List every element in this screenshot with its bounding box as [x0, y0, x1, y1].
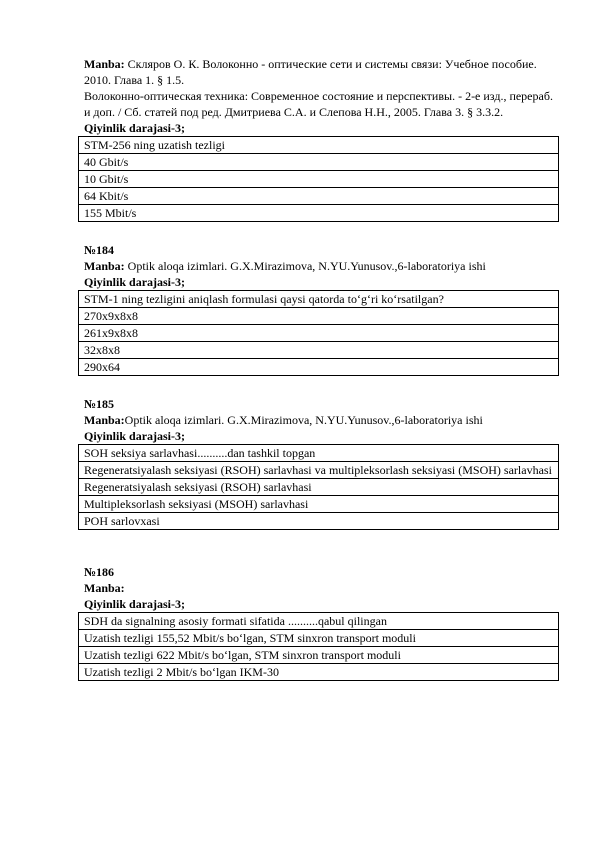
answer-cell: POH sarlovxasi: [79, 513, 559, 530]
difficulty-label: Qiyinlik darajasi-3;: [84, 597, 186, 611]
question-table-2: [78, 290, 559, 376]
answer-cell: 40 Gbit/s: [79, 154, 559, 171]
answer-cell: Uzatish tezligi 622 Mbit/s bo‘lgan, STM sinxron transport moduli: [79, 647, 559, 664]
answer-row: [79, 630, 559, 647]
answer-row: [79, 205, 559, 222]
question-number: №186: [84, 565, 115, 579]
source-text: Optik aloqa izimlari. G.X.Mirazimova, N.YU.Yunusov.,6-laboratoriya ishi: [124, 259, 486, 273]
source-label: Manba:: [84, 259, 125, 273]
answer-row: [79, 154, 559, 171]
answer-row: [79, 496, 559, 513]
answer-row: [79, 664, 559, 681]
answer-row: [79, 188, 559, 205]
answer-row: [79, 462, 559, 479]
question-cell: STM-1 ning tezligini aniqlash formulasi qaysi qatorda to‘g‘ri ko‘rsatilgan?: [79, 291, 559, 308]
source-label: Manba:: [84, 57, 125, 71]
answer-cell: Uzatish tezligi 155,52 Mbit/s bo‘lgan, STM sinxron transport moduli: [79, 630, 559, 647]
source-label: Manba:: [84, 413, 125, 427]
question-table-3: [78, 444, 559, 530]
answer-row: [79, 308, 559, 325]
answer-row: [79, 479, 559, 496]
question-number: №185: [84, 397, 115, 411]
answer-cell: Regeneratsiyalash seksiyasi (RSOH) sarlavhasi va multipleksorlash seksiyasi (MSOH) sarlavhasi: [79, 462, 559, 479]
answer-cell: Regeneratsiyalash seksiyasi (RSOH) sarlavhasi: [79, 479, 559, 496]
question-table-4: [78, 612, 559, 681]
source-paragraph-1: [84, 56, 559, 88]
question-row: [79, 613, 559, 630]
difficulty-label: Qiyinlik darajasi-3;: [84, 121, 186, 135]
answer-row: [79, 513, 559, 530]
question-row: [79, 137, 559, 154]
question-table-1: [78, 136, 559, 222]
answer-row: [79, 647, 559, 664]
answer-row: [79, 359, 559, 376]
source-text: Скляров О. К. Волоконно - оптические сети и системы связи: Учебное пособие. 2010. Глава 1. § 1.5.: [84, 57, 537, 87]
difficulty-label: Qiyinlik darajasi-3;: [84, 275, 186, 289]
source-paragraph-2: [84, 258, 559, 274]
source-paragraph-1b: Волоконно-оптическая техника: Современное состояние и перспективы. - 2-е изд., перераб. и доп. / Сб. статей под ред. Дмитриева С.А. и Слепова Н.Н., 2005. Глава 3. § 3.3.2.: [84, 89, 553, 119]
question-cell: SDH da signalning asosiy formati sifatida ..........qabul qilingan: [79, 613, 559, 630]
answer-cell: 64 Kbit/s: [79, 188, 559, 205]
answer-cell: 270x9x8x8: [79, 308, 559, 325]
source-paragraph-3: [84, 412, 559, 428]
question-cell: STM-256 ning uzatish tezligi: [79, 137, 559, 154]
question-cell: SOH seksiya sarlavhasi..........dan tashkil topgan: [79, 445, 559, 462]
question-number: №184: [84, 243, 115, 257]
question-row: [79, 445, 559, 462]
answer-row: [79, 325, 559, 342]
answer-cell: Uzatish tezligi 2 Mbit/s bo‘lgan IKM-30: [79, 664, 559, 681]
answer-cell: 290x64: [79, 359, 559, 376]
answer-row: [79, 171, 559, 188]
question-row: [79, 291, 559, 308]
answer-cell: 261x9x8x8: [79, 325, 559, 342]
source-text: Optik aloqa izimlari. G.X.Mirazimova, N.YU.Yunusov.,6-laboratoriya ishi: [124, 413, 483, 427]
answer-cell: 10 Gbit/s: [79, 171, 559, 188]
difficulty-label: Qiyinlik darajasi-3;: [84, 429, 186, 443]
answer-cell: 32x8x8: [79, 342, 559, 359]
document-content: [84, 56, 559, 681]
answer-row: [79, 342, 559, 359]
answer-cell: 155 Mbit/s: [79, 205, 559, 222]
source-label: Manba:: [84, 581, 125, 595]
answer-cell: Multipleksorlash seksiyasi (MSOH) sarlavhasi: [79, 496, 559, 513]
